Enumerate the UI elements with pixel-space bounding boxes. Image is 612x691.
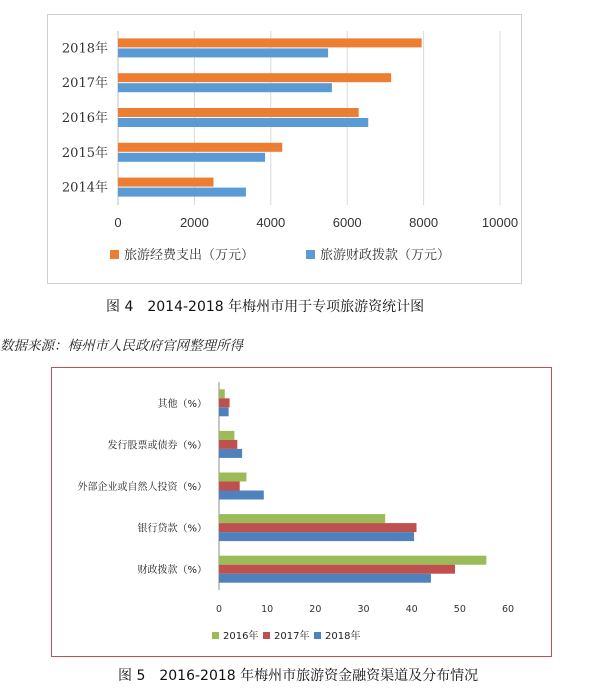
x-tick-label: 30: [357, 604, 370, 615]
bar-expenditure: [118, 143, 282, 152]
chart-2-frame: [51, 367, 552, 657]
bar-expenditure: [118, 108, 359, 117]
x-tick-label: 50: [453, 604, 466, 615]
legend-swatch: [110, 250, 119, 259]
chart-1-frame: [47, 14, 522, 284]
bar-2016年: [219, 514, 385, 523]
figure-5-title: 2016-2018 年梅州市旅游资金融资渠道及分布情况: [159, 668, 479, 684]
bar-allocation: [118, 188, 246, 197]
bar-2016年: [219, 389, 225, 398]
bar-allocation: [118, 153, 265, 162]
bar-allocation: [118, 118, 368, 127]
x-tick-label: 10: [261, 604, 274, 615]
legend-label: 2016年: [223, 631, 259, 642]
bar-2017年: [219, 398, 230, 407]
legend-label: 2018年: [325, 631, 361, 642]
x-tick-label: 0: [114, 215, 122, 230]
legend-swatch: [212, 632, 219, 639]
bar-2017年: [219, 565, 455, 574]
x-tick-label: 0: [215, 604, 223, 615]
bar-2016年: [219, 473, 246, 482]
x-tick-label: 40: [405, 604, 418, 615]
x-tick-label: 6000: [332, 215, 362, 230]
legend-label: 旅游财政拨款（万元）: [320, 248, 451, 263]
x-tick-label: 10000: [481, 215, 519, 230]
y-category-label: 财政拨款（%）: [137, 565, 207, 577]
y-category-label: 银行贷款（%）: [137, 523, 207, 535]
x-tick-label: 4000: [256, 215, 286, 230]
y-category-label: 外部企业或自然人投资（%）: [77, 482, 207, 493]
bar-2017年: [219, 482, 240, 491]
x-tick-label: 2000: [179, 215, 209, 230]
figure-4-caption: [106, 296, 424, 316]
bar-2018年: [219, 532, 414, 541]
y-category-label: 发行股票或债券（%）: [107, 440, 207, 452]
bar-allocation: [118, 48, 328, 57]
figure-4-title: 2014-2018 年梅州市用于专项旅游资统计图: [147, 299, 425, 315]
y-category-label: 其他（%）: [157, 398, 207, 410]
bar-2016年: [219, 556, 486, 565]
bar-2017年: [219, 523, 416, 532]
bar-2018年: [219, 574, 431, 583]
bar-2017年: [219, 440, 237, 449]
bar-2016年: [219, 431, 234, 440]
legend-swatch: [263, 632, 270, 639]
figure-5-caption: [118, 665, 478, 685]
y-category-label: 2014年: [61, 180, 108, 196]
legend-swatch: [306, 250, 315, 259]
y-category-label: 2018年: [61, 41, 108, 57]
bar-2018年: [219, 491, 264, 500]
legend-label: 2017年: [274, 631, 310, 642]
bar-2018年: [219, 407, 229, 416]
x-tick-label: 60: [501, 604, 515, 615]
y-category-label: 2015年: [61, 145, 108, 161]
y-category-label: 2017年: [61, 76, 108, 92]
chart-1-svg: [48, 15, 523, 285]
bar-expenditure: [118, 73, 391, 82]
x-tick-label: 20: [309, 604, 322, 615]
legend-label: 旅游经费支出（万元）: [124, 248, 255, 263]
figure-4-label: 图 4: [106, 299, 134, 315]
bar-allocation: [118, 83, 332, 92]
source-note: 数据来源：梅州市人民政府官网整理所得: [0, 338, 243, 354]
x-tick-label: 8000: [409, 215, 439, 230]
chart-2-svg: [52, 368, 553, 658]
bar-2018年: [219, 449, 242, 458]
legend-swatch: [314, 632, 321, 639]
bar-expenditure: [118, 178, 214, 187]
bar-expenditure: [118, 38, 422, 47]
figure-5-label: 图 5: [118, 668, 146, 684]
y-category-label: 2016年: [61, 111, 108, 126]
